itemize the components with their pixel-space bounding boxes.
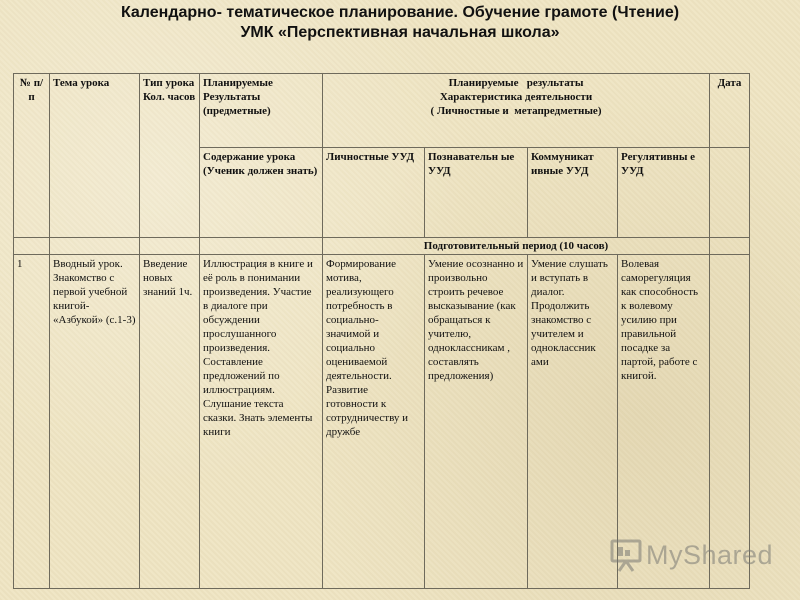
row-num: 1: [14, 255, 50, 589]
title-line-2: УМК «Перспективная начальная школа»: [240, 24, 560, 41]
row-cognitive: Умение осознанно и произвольно строить речевое высказывание (как обращаться к учителю, одноклассникам , составлять предложения): [425, 255, 528, 589]
presentation-board-icon: [610, 538, 642, 572]
section-title: Подготовительный период (10 часов): [323, 238, 710, 255]
row-content: Иллюстрация в книге и её роль в понимании произведения. Участие в диалоге при обсуждении прослушанного произведения. Составление предложений по иллюстрациям. Слушание текста сказки. Знать элементы книги: [200, 255, 323, 589]
row-topic: Вводный урок. Знакомство с первой учебной книгой- «Азбукой» (с.1-3): [50, 255, 140, 589]
section-empty-5: [710, 238, 750, 255]
header-planned-results: [323, 74, 710, 148]
page-title: [0, 3, 800, 43]
row-personal: Формирование мотива, реализующего потребность в социально-значимой и социально оцениваемой деятельности. Развитие готовности к сотрудничеству и дружбе: [323, 255, 425, 589]
title-line-1: Календарно- тематическое планирование. Обучение грамоте (Чтение): [120, 4, 680, 21]
header-row-1: [14, 74, 750, 148]
row-regulatory: Волевая саморегуляция как способность к волевому усилию при правильной посадке за партой, работе с книгой.: [618, 255, 710, 589]
myshared-watermark: [610, 538, 773, 572]
header-date: Дата: [710, 74, 750, 148]
header-num: № п/п: [14, 74, 50, 238]
section-row: [14, 238, 750, 255]
section-empty-1: [14, 238, 50, 255]
planned-results-line-2: Характеристика деятельности: [439, 91, 593, 103]
header-communicative: Коммуникат ивные УУД: [528, 148, 618, 238]
header-planned-subject: Планируемые Результаты (предметные): [200, 74, 323, 148]
header-regulatory: Регулятивны е УУД: [618, 148, 710, 238]
row-type: Введение новых знаний 1ч.: [140, 255, 200, 589]
planned-results-line-1: Планируемые результаты: [448, 77, 584, 89]
header-cognitive: Познавательн ые УУД: [425, 148, 528, 238]
header-type: Тип урока Кол. часов: [140, 74, 200, 238]
header-date-empty: [710, 148, 750, 238]
planning-table: [13, 73, 750, 589]
planned-results-line-3: ( Личностные и метапредметные): [430, 105, 602, 117]
row-communicative: Умение слушать и вступать в диалог. Продолжить знакомство с учителем и одноклассник ами: [528, 255, 618, 589]
header-personal: Личностные УУД: [323, 148, 425, 238]
section-empty-3: [140, 238, 200, 255]
header-content: Содержание урока (Ученик должен знать): [200, 148, 323, 238]
section-empty-2: [50, 238, 140, 255]
section-empty-4: [200, 238, 323, 255]
header-topic: Тема урока: [50, 74, 140, 238]
watermark-text: MyShared: [646, 539, 774, 570]
